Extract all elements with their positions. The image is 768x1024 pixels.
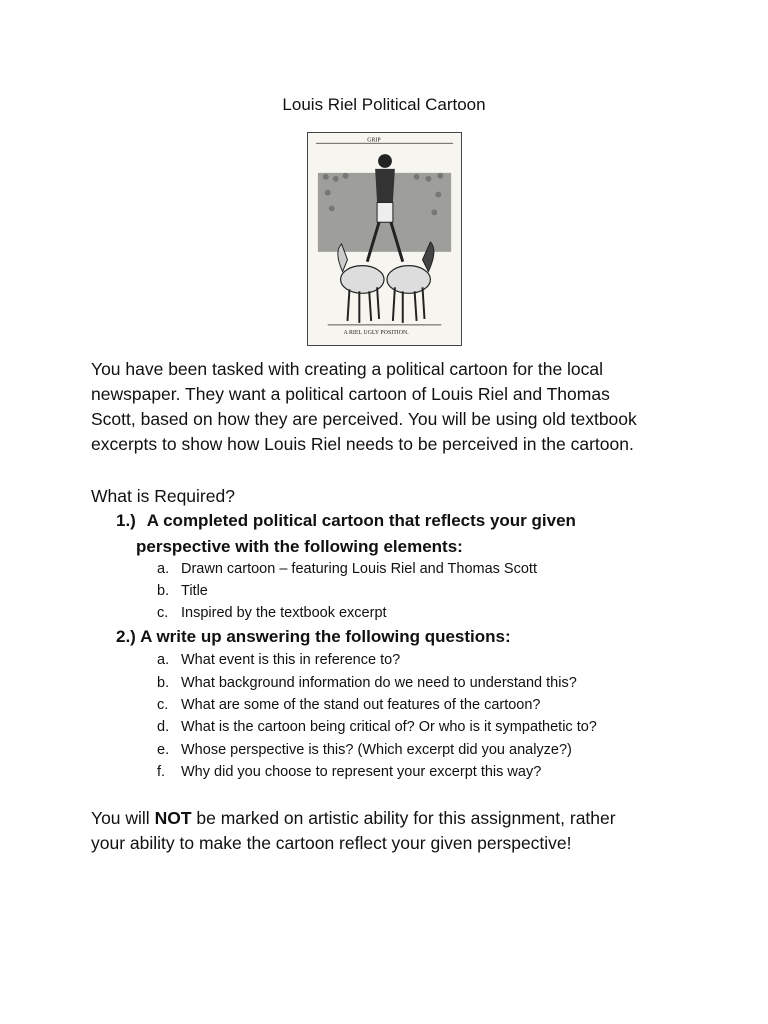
- requirement-1-heading: [116, 509, 636, 533]
- closing-line-1: You will NOT be marked on artistic ability for this assignment, rather: [91, 808, 616, 828]
- list-item: a. Drawn cartoon – featuring Louis Riel and Thomas Scott: [157, 561, 537, 577]
- requirements-heading: What is Required?: [91, 486, 235, 506]
- requirement-1-number: 1.): [116, 511, 136, 530]
- list-item: e. Whose perspective is this? (Which excerpt did you analyze?): [157, 742, 572, 758]
- intro-line: newspaper. They want a political cartoon of Louis Riel and Thomas: [91, 384, 610, 404]
- cartoon-image: [307, 132, 462, 346]
- intro-line: You have been tasked with creating a political cartoon for the local: [91, 359, 604, 379]
- cartoon-illustration: [308, 133, 461, 345]
- list-item: c. Inspired by the textbook excerpt: [157, 605, 387, 621]
- cartoon-caption: A RIEL UGLY POSITION.: [343, 329, 409, 336]
- page-title: Louis Riel Political Cartoon: [282, 95, 486, 114]
- list-item: b. Title: [157, 583, 208, 599]
- list-item: b. What background information do we need to understand this?: [157, 675, 577, 691]
- requirement-2-heading: [116, 625, 636, 649]
- requirement-2-line1: A write up answering the following questions:: [140, 627, 511, 646]
- list-item: d. What is the cartoon being critical of? Or who is it sympathetic to?: [157, 719, 597, 735]
- intro-line: excerpts to show how Louis Riel needs to be perceived in the cartoon.: [91, 434, 634, 454]
- requirement-2-number: 2.): [116, 627, 136, 646]
- list-item: f. Why did you choose to represent your excerpt this way?: [157, 764, 542, 780]
- list-item: c. What are some of the stand out features of the cartoon?: [157, 697, 541, 713]
- closing-paragraph: [91, 806, 711, 856]
- intro-paragraph: [91, 357, 691, 457]
- closing-line-2: your ability to make the cartoon reflect your given perspective!: [91, 833, 572, 853]
- emphasis-not: NOT: [154, 808, 192, 828]
- intro-line: Scott, based on how they are perceived. You will be using old textbook: [91, 409, 637, 429]
- list-item: a. What event is this in reference to?: [157, 652, 401, 668]
- requirement-1-line2: perspective with the following elements:: [136, 537, 463, 556]
- requirement-1-line1: A completed political cartoon that reflects your given: [146, 511, 576, 530]
- cartoon-masthead: GRIP: [367, 137, 381, 144]
